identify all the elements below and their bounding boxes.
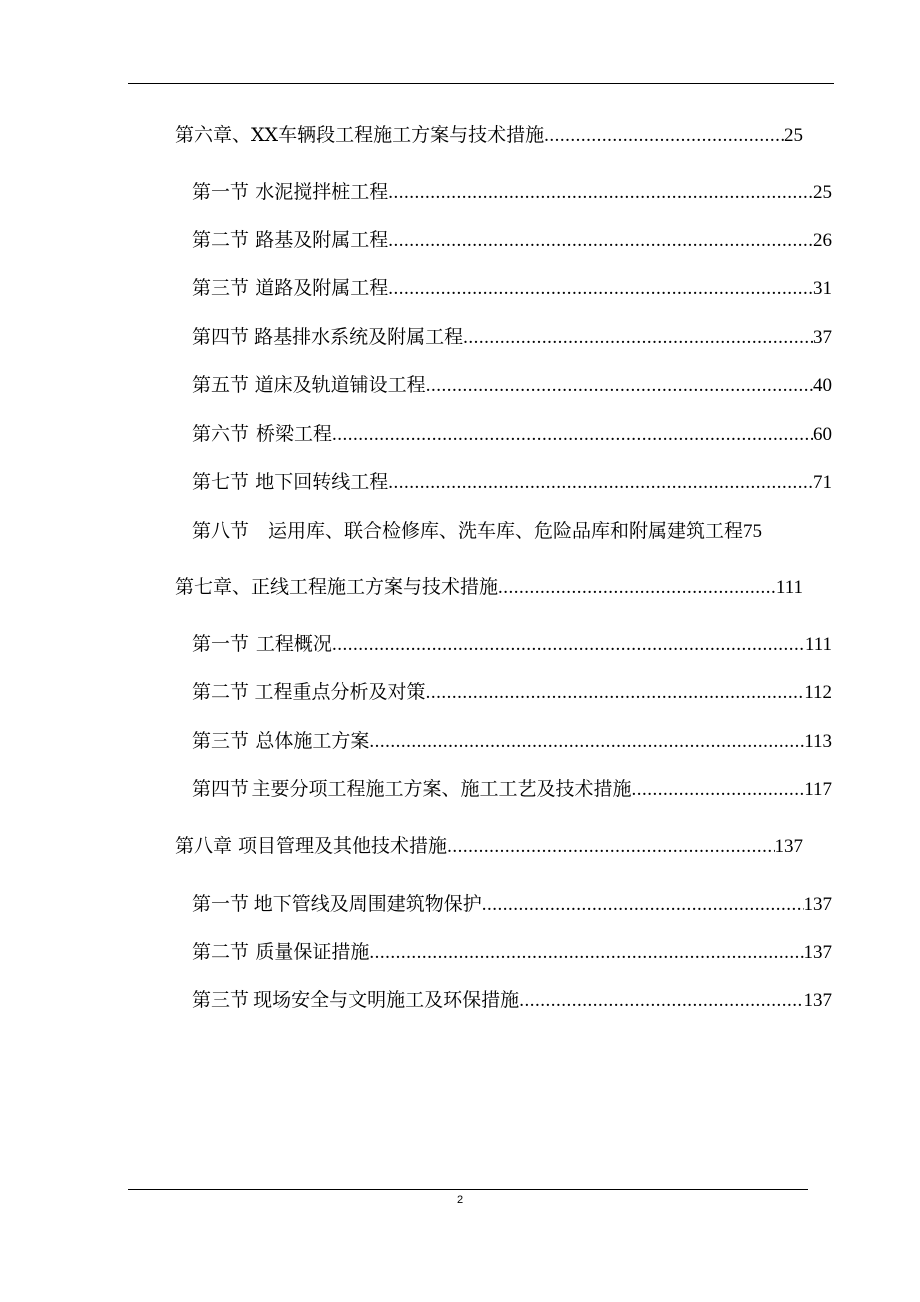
toc-entry[interactable] (192, 227, 832, 254)
toc-entry-page: 111 (804, 634, 832, 655)
toc-entry-page: 75 (743, 521, 763, 542)
toc-leader (332, 632, 805, 658)
toc-entry[interactable] (192, 275, 832, 302)
toc-entry-page: 111 (775, 577, 803, 598)
toc-entry[interactable] (192, 728, 832, 755)
toc-entry[interactable] (175, 833, 803, 860)
toc-leader (426, 680, 805, 706)
toc-leader (544, 123, 784, 149)
toc-entry-label: 第二节 (192, 681, 250, 703)
toc-leader (519, 988, 803, 1014)
toc-entry-title: 运用库、联合检修库、洗车库、危险品库和附属建筑工程 (268, 520, 744, 542)
toc-entry-label: 第一节 (192, 181, 250, 203)
toc-entry-label: 第四节 (192, 778, 250, 800)
toc-entry-title: 地下回转线工程 (255, 471, 389, 493)
toc-entry[interactable] (192, 776, 832, 803)
toc-entry[interactable] (192, 372, 832, 399)
toc-entry-label: 第一节 (192, 633, 250, 655)
toc-leader (463, 325, 813, 351)
toc-entry-label: 第四节 (192, 326, 250, 348)
toc-entry-title: 路基及附属工程 (255, 229, 389, 251)
toc-entry-page: 37 (813, 327, 832, 348)
toc-entry-label: 第八章 (175, 835, 233, 857)
toc-entry-page: 137 (803, 942, 832, 963)
toc-entry-label: 第五节 (192, 374, 250, 396)
toc-entry[interactable] (192, 679, 832, 706)
toc-entry-page: 26 (813, 230, 832, 251)
toc-entry-label: 第三节 (192, 730, 250, 752)
toc-leader (388, 180, 813, 206)
toc-entry-title: 现场安全与文明施工及环保措施 (253, 989, 520, 1011)
toc-entry-page: 31 (813, 278, 832, 299)
toc-entry-label: 第六节 (192, 423, 250, 445)
toc-entry-page: 60 (813, 424, 832, 445)
toc-entry-title: 水泥搅拌桩工程 (255, 181, 389, 203)
toc-entry[interactable] (192, 179, 832, 206)
toc-entry-title: 工程概况 (255, 633, 332, 655)
toc-leader (369, 729, 804, 755)
toc-entry-page: 71 (813, 472, 832, 493)
toc-entry[interactable] (192, 518, 836, 545)
toc-entry-label: 第七章、 (175, 576, 252, 598)
toc-entry-title: 工程重点分析及对策 (254, 681, 426, 703)
toc-leader (332, 422, 813, 448)
toc-leader (426, 373, 813, 399)
toc-entry-title: 道床及轨道铺设工程 (254, 374, 426, 396)
toc-entry-page: 137 (803, 894, 832, 915)
toc-entry[interactable] (175, 122, 803, 149)
toc-entry-page: 137 (803, 990, 832, 1011)
toc-entry-page: 137 (774, 836, 803, 857)
toc-leader (447, 834, 774, 860)
toc-entry-label: 第六章、 (175, 124, 252, 146)
toc-entry-page: 40 (813, 375, 832, 396)
toc-entry-page: 25 (784, 125, 803, 146)
toc-leader (369, 940, 803, 966)
toc-entry-label: 第三节 (192, 989, 250, 1011)
toc-entry-title: 正线工程施工方案与技术措施 (251, 576, 499, 598)
toc-entry-title: 项目管理及其他技术措施 (238, 835, 448, 857)
toc-entry-title: 总体施工方案 (255, 730, 370, 752)
toc-entry[interactable] (192, 939, 832, 966)
toc-entry[interactable] (192, 631, 832, 658)
toc-entry[interactable] (192, 987, 832, 1014)
toc-entry-title: 道路及附属工程 (255, 277, 389, 299)
toc-entry-page: 113 (804, 731, 832, 752)
toc-leader (388, 228, 813, 254)
toc-entry-title: 质量保证措施 (255, 941, 370, 963)
toc-entry-title: 桥梁工程 (256, 423, 333, 445)
toc-entry-title: 路基排水系统及附属工程 (254, 326, 464, 348)
toc-entry[interactable] (192, 324, 832, 351)
toc-entry-label: 第七节 (192, 471, 250, 493)
toc-entry-page: 117 (804, 779, 832, 800)
toc-entry[interactable] (192, 891, 832, 918)
toc-entry-title: 地下管线及周围建筑物保护 (253, 893, 482, 915)
toc-entry-title: XX车辆段工程施工方案与技术措施 (251, 124, 545, 146)
footer-rule (128, 1189, 808, 1190)
toc-leader (482, 892, 804, 918)
toc-leader (388, 276, 813, 302)
toc-entry-label: 第二节 (192, 229, 250, 251)
toc-entry[interactable] (175, 574, 803, 601)
toc-leader (388, 470, 813, 496)
toc-entry[interactable] (192, 421, 832, 448)
toc-entry-label: 第一节 (192, 893, 250, 915)
toc-entry-label: 第八节 (192, 520, 250, 542)
toc-entry-page: 112 (804, 682, 832, 703)
toc-entry-label: 第三节 (192, 277, 250, 299)
toc-entry-title: 主要分项工程施工方案、施工工艺及技术措施 (251, 778, 632, 800)
header-rule (128, 83, 834, 84)
toc-entry-label: 第二节 (192, 941, 250, 963)
toc-leader (498, 575, 776, 601)
toc-entry-page: 25 (813, 182, 832, 203)
toc-leader (632, 777, 805, 803)
page-number: 2 (456, 1194, 464, 1206)
toc-entry[interactable] (192, 469, 832, 496)
